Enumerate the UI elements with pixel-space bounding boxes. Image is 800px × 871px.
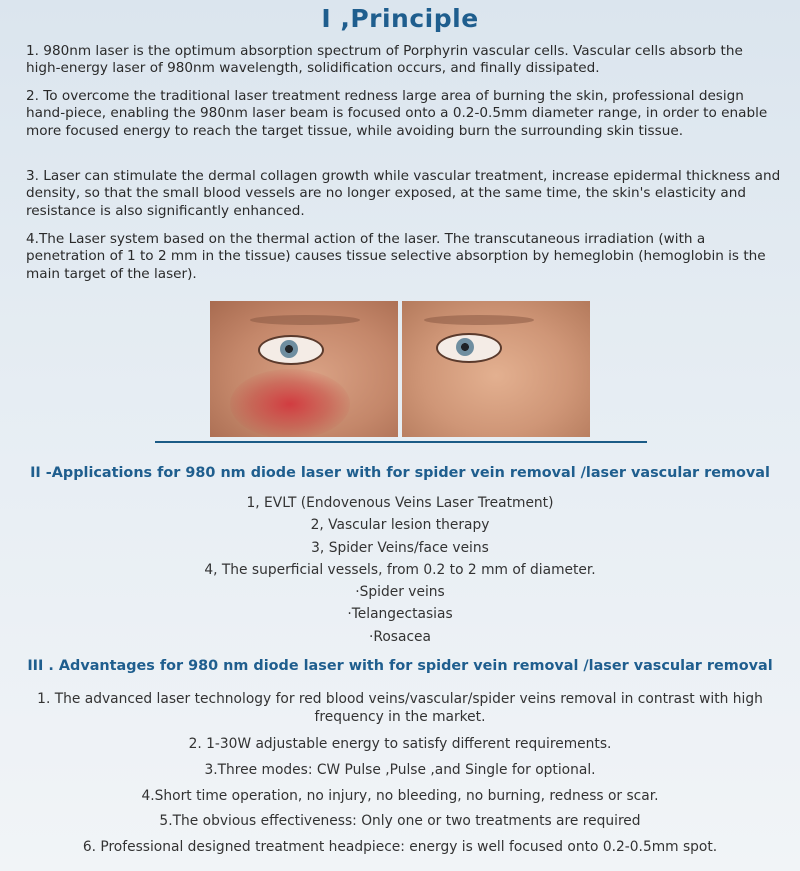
advantage-item-6: 6. Professional designed treatment headpiece: energy is well focused onto 0.2-0.5mm spot. bbox=[82, 839, 718, 855]
applications-list bbox=[0, 492, 800, 648]
before-after-photo bbox=[210, 301, 590, 437]
list-item: 3, Spider Veins/face veins bbox=[311, 539, 489, 556]
section-divider bbox=[155, 441, 647, 443]
list-item: ·Rosacea bbox=[369, 628, 431, 645]
principle-paragraph-3: 3. Laser can stimulate the dermal collagen growth while vascular treatment, increase epidermal thickness and density, so that the small blood vessels are no longer exposed, at the same time, the skin's elasticity and resistance is also significantly enhanced. bbox=[26, 168, 781, 219]
list-item: 4, The superficial vessels, from 0.2 to 2 mm of diameter. bbox=[204, 561, 596, 578]
advantage-item-5: 5.The obvious effectiveness: Only one or two treatments are required bbox=[159, 813, 641, 829]
advantage-item-3: 3.Three modes: CW Pulse ,Pulse ,and Single for optional. bbox=[204, 762, 596, 778]
principle-paragraph-1: 1. 980nm laser is the optimum absorption spectrum of Porphyrin vascular cells. Vascular cells absorb the high-energy laser of 980nm wavelength, solidification occurs, and finally dissipated. bbox=[26, 43, 743, 77]
list-item: 1, EVLT (Endovenous Veins Laser Treatment) bbox=[246, 495, 554, 511]
principle-title: I ,Principle bbox=[321, 4, 479, 33]
advantage-item-2: 2. 1-30W adjustable energy to satisfy different requirements. bbox=[188, 736, 612, 752]
principle-paragraph-4: 4.The Laser system based on the thermal action of the laser. The transcutaneous irradiation (with a penetration of 1 to 2 mm in the tissue) causes tissue selective absorption by hemeglobin (hemoglobin is the main target of the laser). bbox=[26, 231, 766, 282]
list-item: 2, Vascular lesion therapy bbox=[310, 517, 490, 534]
advantages-heading: III . Advantages for 980 nm diode laser with for spider vein removal /laser vascular removal bbox=[27, 658, 773, 674]
applications-heading: II -Applications for 980 nm diode laser with for spider vein removal /laser vascular removal bbox=[30, 465, 770, 481]
list-item: ·Spider veins bbox=[355, 584, 445, 601]
after-treatment-image bbox=[402, 301, 590, 437]
advantage-item-1: 1. The advanced laser technology for red blood veins/vascular/spider veins removal in contrast with high frequency in the market. bbox=[37, 691, 763, 725]
before-treatment-image bbox=[210, 301, 398, 437]
list-item: ·Telangectasias bbox=[347, 606, 453, 623]
principle-paragraph-2: 2. To overcome the traditional laser treatment redness large area of burning the skin, professional design hand-piece, enabling the 980nm laser beam is focused onto a 0.2-0.5mm diameter range, in order to enable more focused energy to reach the target tissue, while avoiding burn the surrounding skin tissue. bbox=[26, 88, 768, 139]
advantage-item-4: 4.Short time operation, no injury, no bleeding, no burning, redness or scar. bbox=[141, 788, 659, 804]
